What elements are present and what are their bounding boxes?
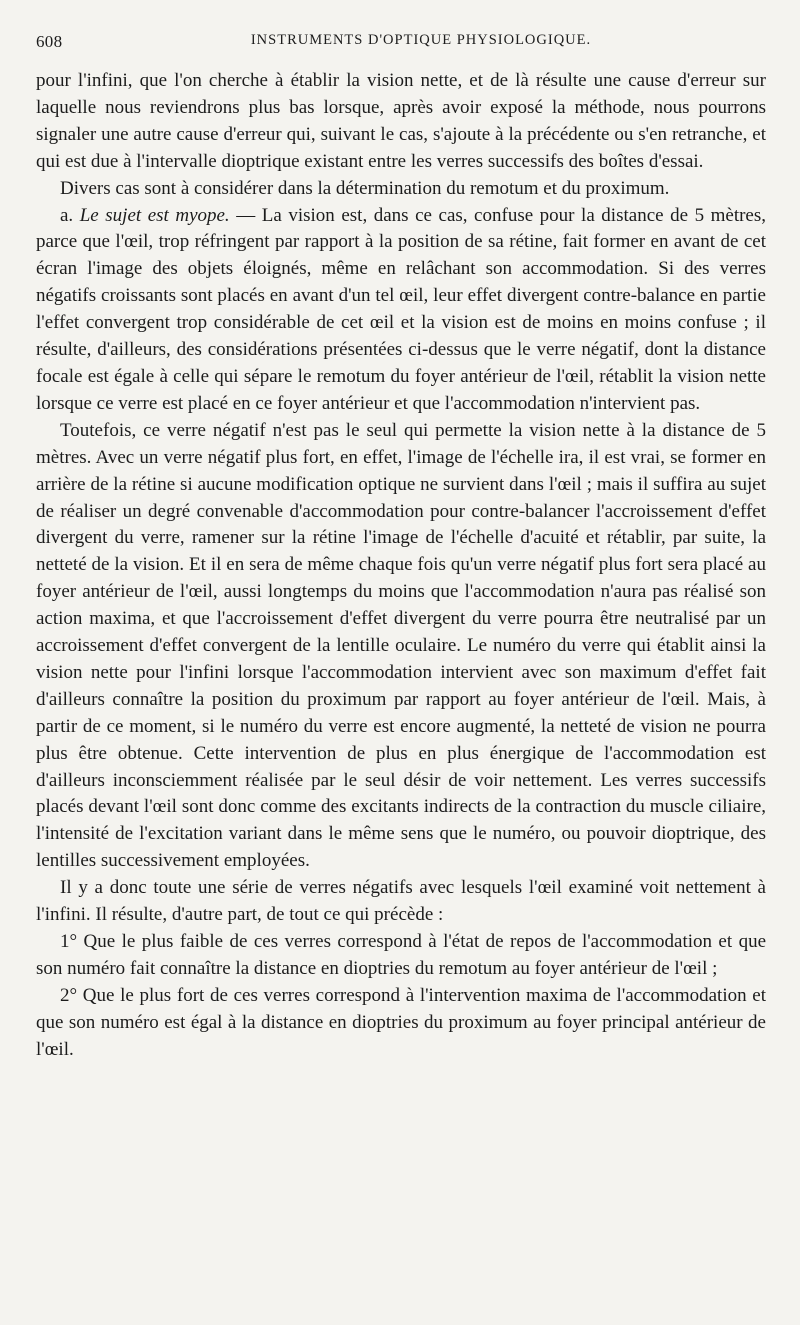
page-header [36, 28, 766, 54]
numbered-paragraph-2: 2° Que le plus fort de ces verres correspond à l'intervention maxima de l'accommodation et que son numéro est égal à la distance en dioptries du proximum au foyer principal antérieur de l'œil. [36, 984, 766, 1060]
case-letter: a. [60, 204, 80, 226]
running-title: INSTRUMENTS D'OPTIQUE PHYSIOLOGIQUE. [250, 32, 592, 48]
case-heading: Le sujet est myope. [79, 204, 230, 226]
paragraph: Toutefois, ce verre négatif n'est pas le seul qui permette la vision nette à la distance de 5 mètres. Avec un verre négatif plus fort, en effet, l'image de l'échelle ira, il est vrai, se former en arrière de la rétine si aucune modification optique ne survient dans l'œil ; mais il suffira au sujet de réaliser un degré convenable d'accommodation pour contre-balancer l'accroissement d'effet divergent du verre, ramener sur la rétine l'image de l'échelle d'acuité et rétablir, par suite, la netteté de la vision. Et il en sera de même chaque fois qu'un verre négatif plus fort sera placé au foyer antérieur de l'œil, aussi longtemps du moins que l'accommodation n'aura pas réalisé son action maxima, et que l'accroissement d'effet divergent du verre pourra être neutralisé par un accroissement d'effet convergent de la lentille oculaire. Le numéro du verre qui établit ainsi la vision nette pour l'infini lorsque l'accommodation intervient avec son maximum d'effet fait d'ailleurs connaître la position du proximum par rapport au foyer antérieur de l'œil. Mais, à partir de ce moment, si le numéro du verre est encore augmenté, la netteté de vision ne pourra plus être obtenue. Cette intervention de plus en plus énergique de l'accommodation est d'ailleurs inconsciemment réalisée par le seul désir de voir nettement. Les verres successifs placés devant l'œil sont donc comme des excitants indirects de la contraction du muscle ciliaire, l'intensité de l'excitation variant dans le même sens que le numéro, ou pouvoir dioptrique, des lentilles successivement employées. [36, 419, 766, 872]
page-number: 608 [36, 32, 63, 51]
paragraph: Il y a donc toute une série de verres négatifs avec lesquels l'œil examiné voit nettement à l'infini. Il résulte, d'autre part, de tout ce qui précède : [36, 877, 766, 926]
paragraph: Divers cas sont à considérer dans la détermination du remotum et du proximum. [60, 177, 670, 199]
paragraph-continuation: pour l'infini, que l'on cherche à établir la vision nette, et de là résulte une cause d'erreur sur laquelle nous reviendrons plus bas lorsque, après avoir exposé la méthode, nous pourrons signaler une autre cause d'erreur qui, suivant le cas, s'ajoute à la précédente ou s'en retranche, et qui est due à l'intervalle dioptrique existant entre les verres successifs des boîtes d'essai. [36, 70, 766, 172]
body-text [36, 68, 766, 1064]
case-text: — La vision est, dans ce cas, confuse pour la distance de 5 mètres, parce que l'œil, trop réfringent par rapport à la position de sa rétine, fait former en avant de cet écran l'image des objets éloignés, même en relâchant son accommodation. Si des verres négatifs croissants sont placés en avant d'un tel œil, leur effet divergent contre-balance en partie l'effet convergent trop considérable de cet œil et la vision est de moins en moins confuse ; il résulte, d'ailleurs, des considérations présentées ci-dessus que le verre négatif, dont la distance focale est égale à celle qui sépare le remotum du foyer antérieur de l'œil, rétablit la vision nette lorsque ce verre est placé en ce foyer antérieur et que l'accommodation n'intervient pas. [36, 204, 767, 414]
paragraph-case-a [36, 203, 766, 418]
numbered-paragraph-1: 1° Que le plus faible de ces verres correspond à l'état de repos de l'accommodation et que son numéro fait connaître la distance en dioptries du remotum au foyer antérieur de l'œil ; [36, 931, 766, 979]
